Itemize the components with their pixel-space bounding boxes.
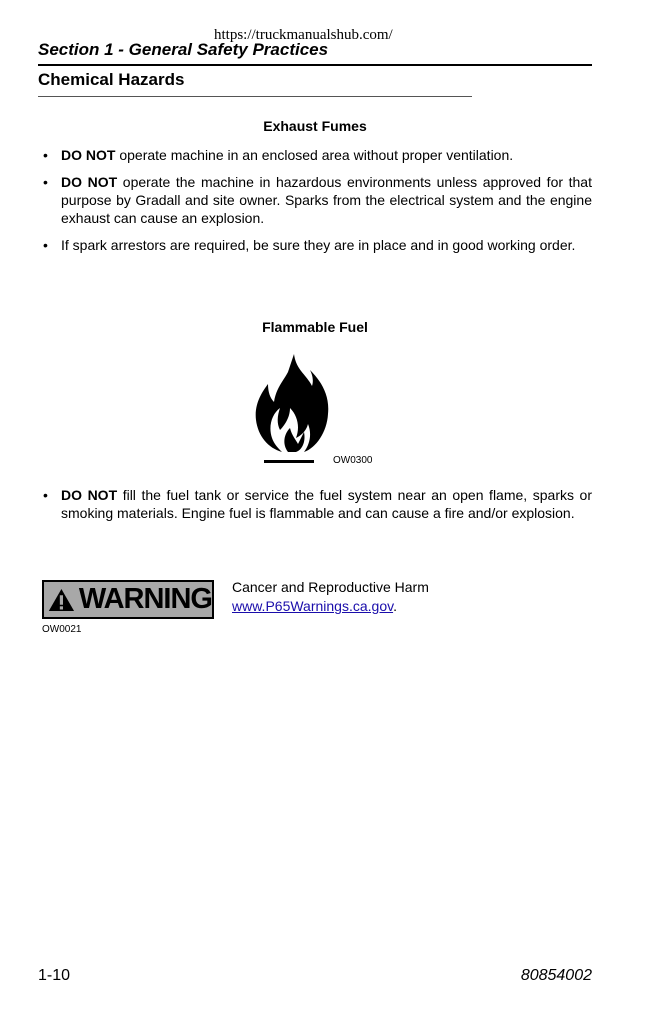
flame-figure-code: OW0300 bbox=[333, 455, 373, 466]
fuel-bullet-list bbox=[38, 486, 592, 531]
warning-label bbox=[42, 580, 214, 619]
flame-icon bbox=[254, 352, 332, 464]
cancer-warning-text bbox=[232, 578, 429, 616]
fuel-heading: Flammable Fuel bbox=[262, 319, 368, 335]
p65-warnings-link[interactable]: www.P65Warnings.ca.gov bbox=[232, 598, 394, 614]
warning-triangle-icon bbox=[48, 585, 75, 615]
subsection-title: Chemical Hazards bbox=[38, 70, 185, 89]
cancer-warning-line: Cancer and Reproductive Harm bbox=[232, 579, 429, 595]
warning-word: WARNING bbox=[78, 583, 212, 615]
page-number: 1-10 bbox=[38, 967, 71, 984]
section-title: Section 1 - General Safety Practices bbox=[38, 40, 329, 59]
exhaust-bullet: • If spark arrestors are required, be sure they are in place and in good working order. bbox=[43, 237, 576, 253]
exhaust-bullet: • DO NOT operate the machine in hazardous environments unless approved for that purpose by Gradall and site owner. Sparks from the electrical system and the engine exhaust can cause an explosion. bbox=[43, 174, 592, 226]
exhaust-bullet: • DO NOT operate machine in an enclosed area without proper ventilation. bbox=[43, 147, 514, 163]
warning-figure-code: OW0021 bbox=[42, 624, 82, 635]
exhaust-bullet-list bbox=[38, 146, 592, 263]
watermark-url: https://truckmanualshub.com/ bbox=[214, 27, 393, 43]
document-number: 80854002 bbox=[520, 967, 592, 984]
exhaust-heading: Exhaust Fumes bbox=[263, 118, 367, 134]
header-rule bbox=[38, 64, 592, 66]
subsection-rule bbox=[38, 96, 472, 97]
link-suffix: . bbox=[393, 598, 397, 614]
fuel-bullet: • DO NOT fill the fuel tank or service the fuel system near an open flame, sparks or smoking materials. Engine fuel is flammable and can cause a fire and/or explosion. bbox=[43, 487, 592, 521]
